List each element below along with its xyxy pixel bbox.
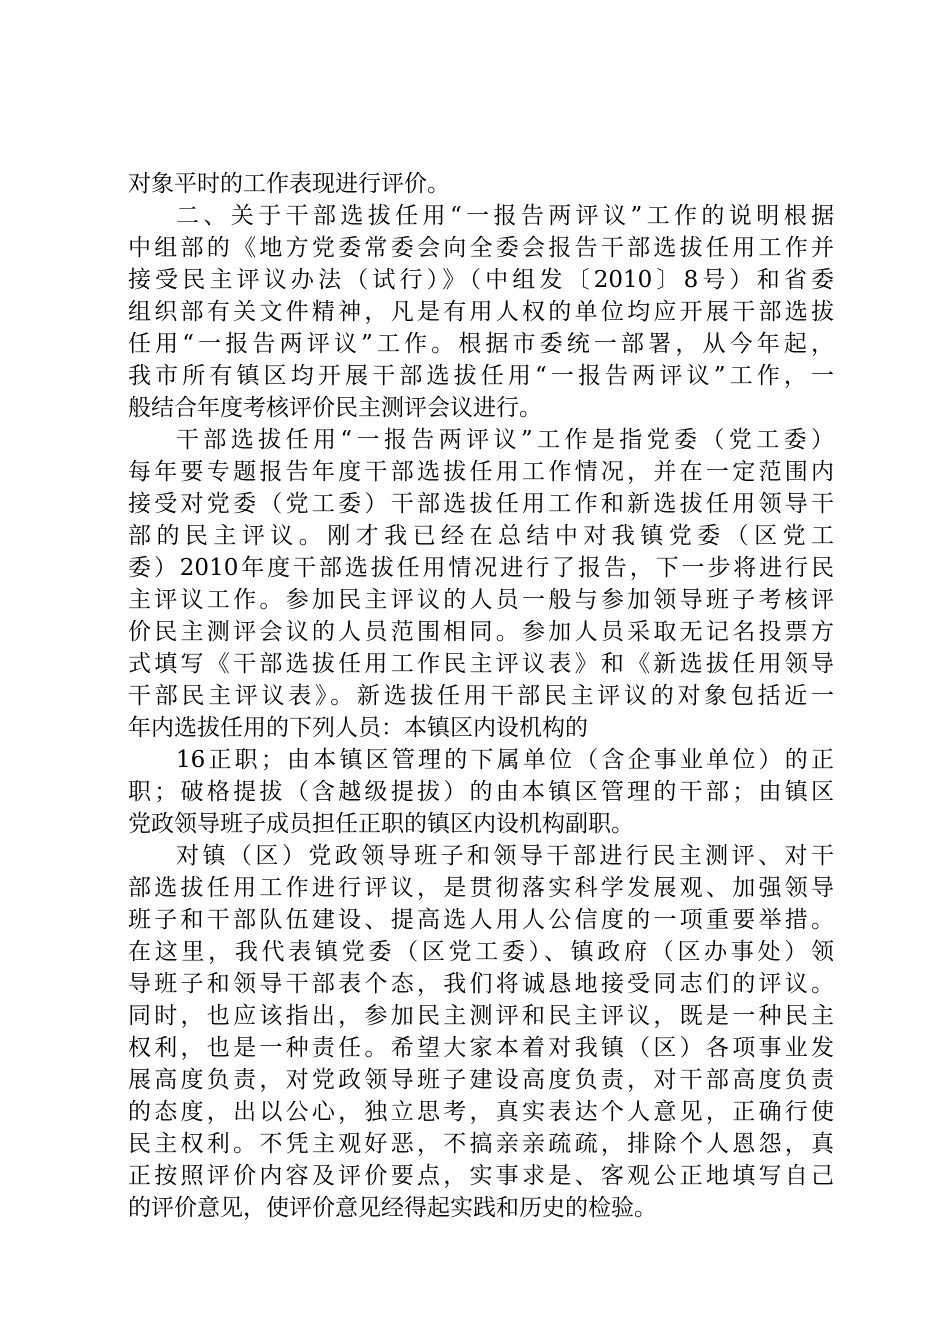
- text-line: 正按照评价内容及评价要点，实事求是、客观公正地填写自己: [128, 1163, 834, 1189]
- text-line: 的评价意见，使评价意见经得起实践和历史的检验。: [128, 1195, 657, 1221]
- text-line: 般结合年度考核评价民主测评会议进行。: [128, 395, 542, 421]
- text-line: 权利，也是一种责任。希望大家本着对我镇（区）各项事业发: [128, 1035, 834, 1061]
- text-line: 二、关于干部选拔任用“一报告两评议”工作的说明根据: [176, 203, 834, 229]
- text-line: 部选拔任用工作进行评议，是贯彻落实科学发展观、加强领导: [128, 875, 834, 901]
- text-line: 班子和干部队伍建设、提高选人用人公信度的一项重要举措。: [128, 907, 834, 933]
- text-line: 16正职；由本镇区管理的下属单位（含企事业单位）的正: [176, 747, 834, 773]
- text-line: 对镇（区）党政领导班子和领导干部进行民主测评、对干: [176, 843, 834, 869]
- text-line: 对象平时的工作表现进行评价。: [128, 171, 450, 197]
- text-line: 职；破格提拔（含越级提拔）的由本镇区管理的干部；由镇区: [128, 779, 834, 805]
- text-line: 接受对党委（党工委）干部选拔任用工作和新选拔任用领导干: [128, 491, 834, 517]
- text-line: 中组部的《地方党委常委会向全委会报告干部选拔任用工作并: [128, 235, 834, 261]
- text-line: 式填写《干部选拔任用工作民主评议表》和《新选拔任用领导: [128, 651, 834, 677]
- text-line: 主评议工作。参加民主评议的人员一般与参加领导班子考核评: [128, 587, 834, 613]
- text-line: 任用“一报告两评议”工作。根据市委统一部署，从今年起，: [128, 331, 834, 357]
- text-line: 部的民主评议。刚才我已经在总结中对我镇党委（区党工: [128, 523, 834, 549]
- text-line: 导班子和领导干部表个态，我们将诚恳地接受同志们的评议。: [128, 971, 834, 997]
- text-line: 委）2010年度干部选拔任用情况进行了报告，下一步将进行民: [128, 555, 834, 581]
- text-line: 干部民主评议表》。新选拔任用干部民主评议的对象包括近一: [128, 683, 834, 709]
- text-line: 民主权利。不凭主观好恶，不搞亲亲疏疏，排除个人恩怨，真: [128, 1131, 834, 1157]
- text-line: 组织部有关文件精神，凡是有用人权的单位均应开展干部选拔: [128, 299, 834, 325]
- text-line: 干部选拔任用“一报告两评议”工作是指党委（党工委）: [176, 427, 834, 453]
- text-line: 党政领导班子成员担任正职的镇区内设机构副职。: [128, 811, 634, 837]
- text-line: 年内选拔任用的下列人员：本镇区内设机构的: [128, 715, 588, 741]
- text-line: 在这里，我代表镇党委（区党工委）、镇政府（区办事处）领: [128, 939, 834, 965]
- text-line: 同时，也应该指出，参加民主测评和民主评议，既是一种民主: [128, 1003, 834, 1029]
- text-line: 我市所有镇区均开展干部选拔任用“一报告两评议”工作，一: [128, 363, 834, 389]
- text-line: 展高度负责，对党政领导班子建设高度负责，对干部高度负责: [128, 1067, 834, 1093]
- text-line: 每年要专题报告年度干部选拔任用工作情况，并在一定范围内: [128, 459, 834, 485]
- text-line: 价民主测评会议的人员范围相同。参加人员采取无记名投票方: [128, 619, 834, 645]
- text-line: 的态度，出以公心，独立思考，真实表达个人意见，正确行使: [128, 1099, 834, 1125]
- document-body: [128, 168, 834, 1224]
- text-line: 接受民主评议办法（试行）》（中组发〔2010〕8号）和省委: [128, 267, 834, 293]
